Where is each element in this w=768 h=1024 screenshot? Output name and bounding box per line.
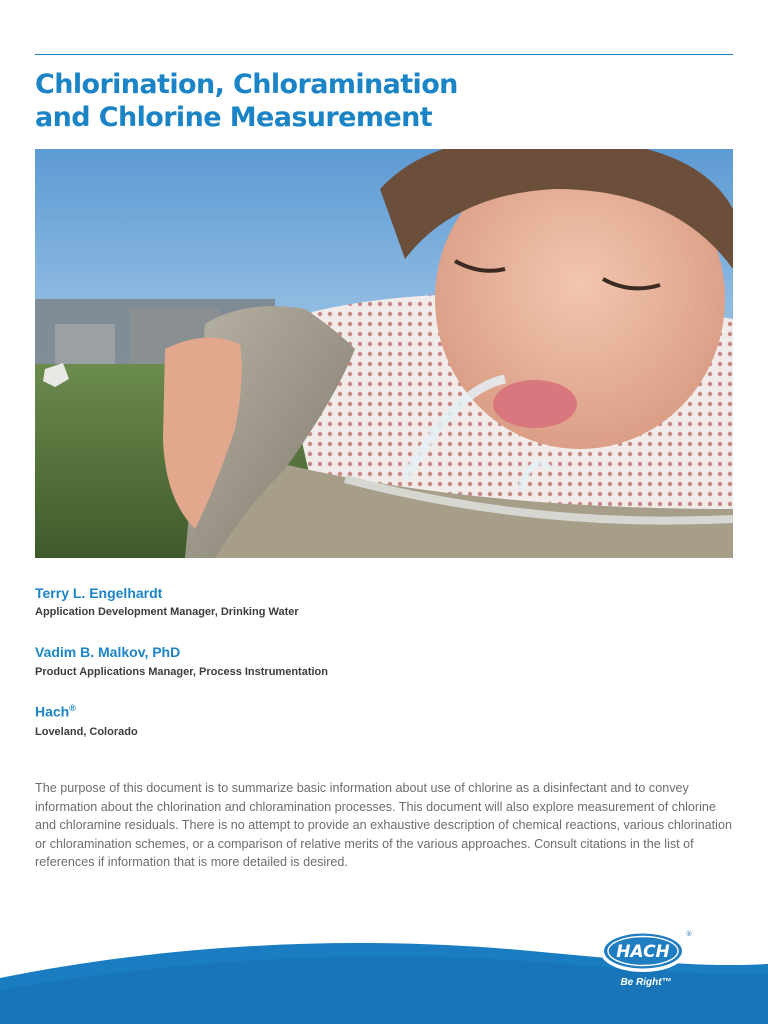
organization-name-text: Hach [35,703,70,720]
title-line-1: Chlorination, Chloramination [35,69,458,100]
author-role-2: Product Applications Manager, Process Instrumentation [35,666,328,678]
registered-mark: ® [69,703,76,713]
author-role-1: Application Development Manager, Drinking Water [35,606,299,618]
logo-text: HACH [616,942,670,962]
document-title [35,68,733,134]
logo-registered-mark: ® [685,930,693,938]
organization-name [35,703,76,720]
author-name-1: Terry L. Engelhardt [35,585,163,601]
author-name-2: Vadim B. Malkov, PhD [35,644,181,660]
abstract-paragraph: The purpose of this document is to summarize basic information about use of chlorine as a disinfectant and to convey information about the chlorination and chloramination processes. This document will also explore measurement of chlorine and chloramine residuals. There is no attempt to provide an exhaustive description of chemical reactions, various chlorination or chloramination schemes, or a comparison of relative merits of the various approaches. Consult citations in the list of references if information that is more detailed is desired. [35,781,732,870]
organization-location: Loveland, Colorado [35,726,138,738]
title-line-2: and Chlorine Measurement [35,102,433,133]
brand-tagline: Be Right™ [620,977,672,988]
hero-photo-boy-drinking-fountain [35,149,733,558]
top-rule [35,54,733,55]
hach-logo [598,926,694,976]
